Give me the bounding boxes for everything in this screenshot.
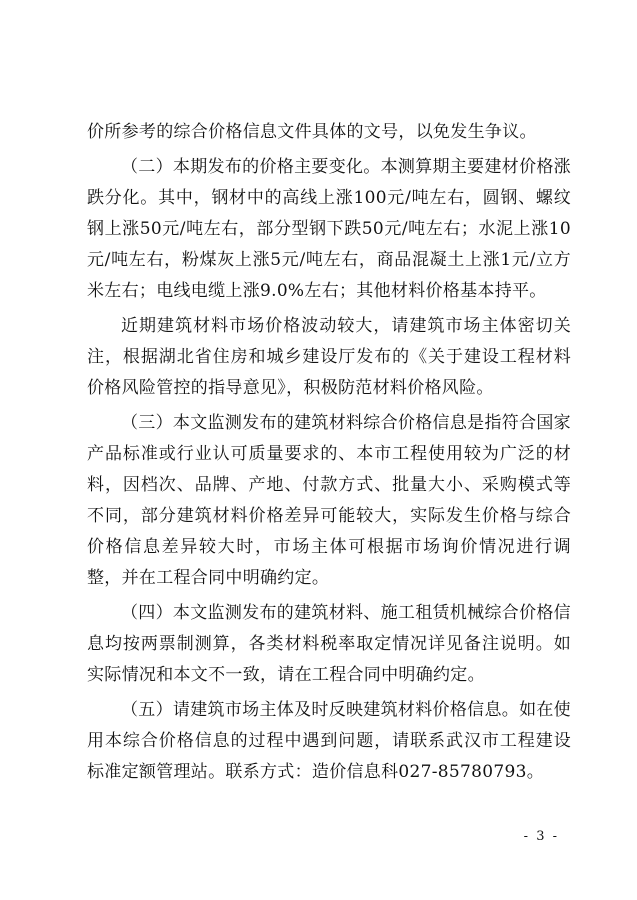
paragraph-continuation: 价所参考的综合价格信息文件具体的文号，以免发生争议。: [87, 122, 537, 142]
paragraph-tax-calculation: （四）本文监测发布的建筑材料、施工租赁机械综合价格信息均按两票制测算，各类材料税率取定情况详见备注说明。如实际情况和本文不一致，请在工程合同中明确约定。: [87, 603, 571, 685]
paragraph-material-info-definition: （三）本文监测发布的建筑材料综合价格信息是指符合国家产品标准或行业认可质量要求的、本市工程使用较为广泛的材料，因档次、品牌、产地、付款方式、批量大小、采购模式等不同，部分建筑材料价格差异可能较大，实际发生价格与综合价格信息差异较大时，市场主体可根据市场询价情况进行调整，并在工程合同中明确约定。: [87, 413, 571, 588]
paragraph-price-changes: （二）本期发布的价格主要变化。本测算期主要建材价格涨跌分化。其中，钢材中的高线上涨100元/吨左右，圆钢、螺纹钢上涨50元/吨左右，部分型钢下跌50元/吨左右；水泥上涨10元/吨左右，粉煤灰上涨5元/吨左右，商品混凝土上涨1元/立方米左右；电线电缆上涨9.0%左右；其他材料价格基本持平。: [87, 157, 571, 301]
paragraph-contact-info: （五）请建筑市场主体及时反映建筑材料价格信息。如在使用本综合价格信息的过程中遇到问题，请联系武汉市工程建设标准定额管理站。联系方式：造价信息科027-85780793。: [87, 700, 571, 782]
page-number: - 3 -: [523, 829, 559, 844]
document-body: [87, 117, 571, 788]
paragraph-market-volatility: 近期建筑材料市场价格波动较大，请建筑市场主体密切关注，根据湖北省住房和城乡建设厅发布的《关于建设工程材料价格风险管控的指导意见》，积极防范材料价格风险。: [87, 316, 571, 398]
